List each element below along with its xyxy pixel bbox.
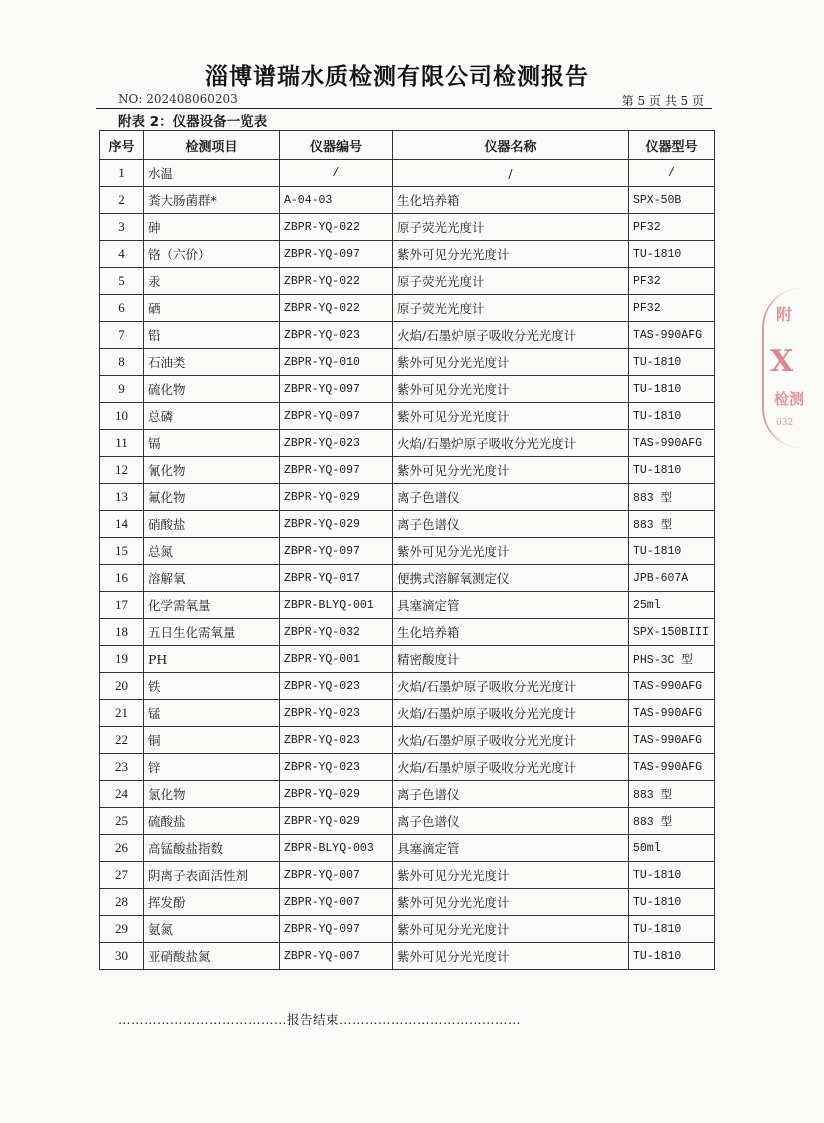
row-index: 23 — [100, 754, 144, 781]
stamp-text-top: 附 — [776, 305, 793, 324]
row-index: 25 — [100, 808, 144, 835]
table-body — [100, 160, 715, 970]
row-instrument-model: TU-1810 — [629, 889, 715, 916]
row-instrument-code: ZBPR-YQ-029 — [280, 781, 393, 808]
row-instrument-code: ZBPR-YQ-017 — [280, 565, 393, 592]
row-instrument-model: SPX-150BIII — [629, 619, 715, 646]
row-instrument-model: TAS-990AFG — [629, 700, 715, 727]
row-index: 6 — [100, 295, 144, 322]
row-instrument-model: TU-1810 — [629, 538, 715, 565]
row-index: 5 — [100, 268, 144, 295]
row-instrument-code: ZBPR-YQ-029 — [280, 511, 393, 538]
row-instrument-name: 离子色谱仪 — [393, 808, 629, 835]
instrument-table — [99, 130, 715, 970]
row-instrument-model: TAS-990AFG — [629, 322, 715, 349]
row-index: 30 — [100, 943, 144, 970]
table-row — [100, 403, 715, 430]
table-row — [100, 835, 715, 862]
report-end-line: …………………………………报告结束…………………………………… — [118, 1012, 522, 1027]
row-instrument-code: ZBPR-YQ-023 — [280, 700, 393, 727]
row-test-item: 氟化物 — [144, 484, 280, 511]
row-instrument-model: TU-1810 — [629, 943, 715, 970]
row-index: 24 — [100, 781, 144, 808]
table-row — [100, 889, 715, 916]
row-index: 3 — [100, 214, 144, 241]
row-test-item: 五日生化需氧量 — [144, 619, 280, 646]
column-header-name: 仪器名称 — [393, 131, 629, 160]
row-index: 26 — [100, 835, 144, 862]
row-instrument-name: 生化培养箱 — [393, 187, 629, 214]
row-instrument-name: 紫外可见分光光度计 — [393, 916, 629, 943]
row-instrument-code: ZBPR-YQ-097 — [280, 916, 393, 943]
row-index: 28 — [100, 889, 144, 916]
row-index: 21 — [100, 700, 144, 727]
row-instrument-name: 紫外可见分光光度计 — [393, 349, 629, 376]
row-instrument-model: JPB-607A — [629, 565, 715, 592]
row-test-item: 溶解氧 — [144, 565, 280, 592]
table-row — [100, 187, 715, 214]
row-test-item: 铜 — [144, 727, 280, 754]
report-header-line — [96, 92, 712, 109]
table-row — [100, 214, 715, 241]
row-instrument-name: 原子荧光光度计 — [393, 268, 629, 295]
row-instrument-code: ZBPR-YQ-097 — [280, 457, 393, 484]
section-title: 附表 2：仪器设备一览表 — [118, 114, 268, 130]
row-instrument-code: ZBPR-YQ-007 — [280, 943, 393, 970]
row-index: 4 — [100, 241, 144, 268]
row-test-item: PH — [144, 646, 280, 673]
row-instrument-code: ZBPR-YQ-023 — [280, 754, 393, 781]
table-row — [100, 646, 715, 673]
table-row — [100, 916, 715, 943]
row-instrument-model: PHS-3C 型 — [629, 646, 715, 673]
table-row — [100, 457, 715, 484]
row-instrument-code: ZBPR-YQ-023 — [280, 430, 393, 457]
row-instrument-name: 火焰/石墨炉原子吸收分光光度计 — [393, 727, 629, 754]
row-test-item: 汞 — [144, 268, 280, 295]
stamp-text-num: 032 — [776, 418, 794, 428]
row-instrument-model: TAS-990AFG — [629, 754, 715, 781]
row-instrument-name: 具塞滴定管 — [393, 835, 629, 862]
row-instrument-name: / — [393, 160, 629, 187]
column-header-model: 仪器型号 — [629, 131, 715, 160]
row-test-item: 硒 — [144, 295, 280, 322]
row-test-item: 砷 — [144, 214, 280, 241]
row-index: 14 — [100, 511, 144, 538]
row-instrument-code: ZBPR-YQ-097 — [280, 376, 393, 403]
row-instrument-name: 离子色谱仪 — [393, 511, 629, 538]
row-index: 7 — [100, 322, 144, 349]
table-row — [100, 808, 715, 835]
row-instrument-code: ZBPR-YQ-023 — [280, 322, 393, 349]
row-index: 10 — [100, 403, 144, 430]
row-instrument-code: ZBPR-YQ-001 — [280, 646, 393, 673]
row-instrument-code: ZBPR-YQ-023 — [280, 727, 393, 754]
table-row — [100, 673, 715, 700]
row-test-item: 水温 — [144, 160, 280, 187]
row-instrument-code: ZBPR-YQ-010 — [280, 349, 393, 376]
row-test-item: 挥发酚 — [144, 889, 280, 916]
row-index: 18 — [100, 619, 144, 646]
row-index: 19 — [100, 646, 144, 673]
row-index: 22 — [100, 727, 144, 754]
table-row — [100, 295, 715, 322]
row-index: 11 — [100, 430, 144, 457]
row-instrument-name: 火焰/石墨炉原子吸收分光光度计 — [393, 430, 629, 457]
row-instrument-model: 25ml — [629, 592, 715, 619]
row-test-item: 亚硝酸盐氮 — [144, 943, 280, 970]
row-instrument-model: TU-1810 — [629, 241, 715, 268]
column-header-code: 仪器编号 — [280, 131, 393, 160]
table-row — [100, 376, 715, 403]
row-instrument-name: 离子色谱仪 — [393, 781, 629, 808]
table-row — [100, 781, 715, 808]
row-instrument-model: SPX-50B — [629, 187, 715, 214]
row-instrument-model: PF32 — [629, 214, 715, 241]
page-indicator: 第 5 页 共 5 页 — [621, 94, 704, 108]
column-header-index: 序号 — [100, 131, 144, 160]
row-test-item: 锌 — [144, 754, 280, 781]
row-instrument-model: / — [629, 160, 715, 187]
row-instrument-model: 883 型 — [629, 808, 715, 835]
table-row — [100, 538, 715, 565]
row-test-item: 粪大肠菌群* — [144, 187, 280, 214]
row-test-item: 硫酸盐 — [144, 808, 280, 835]
row-test-item: 锰 — [144, 700, 280, 727]
stamp-text-mid: X — [770, 344, 794, 379]
row-instrument-code: ZBPR-YQ-007 — [280, 889, 393, 916]
row-instrument-name: 紫外可见分光光度计 — [393, 241, 629, 268]
table-row — [100, 349, 715, 376]
row-index: 9 — [100, 376, 144, 403]
row-instrument-model: TAS-990AFG — [629, 430, 715, 457]
table-row — [100, 754, 715, 781]
row-instrument-name: 紫外可见分光光度计 — [393, 403, 629, 430]
row-instrument-code: A-04-03 — [280, 187, 393, 214]
row-index: 15 — [100, 538, 144, 565]
row-instrument-name: 紫外可见分光光度计 — [393, 943, 629, 970]
row-instrument-code: ZBPR-YQ-029 — [280, 484, 393, 511]
row-test-item: 总磷 — [144, 403, 280, 430]
row-test-item: 铬（六价） — [144, 241, 280, 268]
row-index: 13 — [100, 484, 144, 511]
row-instrument-model: TU-1810 — [629, 376, 715, 403]
row-index: 17 — [100, 592, 144, 619]
row-instrument-name: 火焰/石墨炉原子吸收分光光度计 — [393, 322, 629, 349]
row-instrument-model: TAS-990AFG — [629, 727, 715, 754]
table-row — [100, 430, 715, 457]
row-instrument-name: 紫外可见分光光度计 — [393, 862, 629, 889]
table-row — [100, 160, 715, 187]
row-instrument-name: 精密酸度计 — [393, 646, 629, 673]
row-instrument-name: 紫外可见分光光度计 — [393, 889, 629, 916]
row-instrument-code: ZBPR-YQ-022 — [280, 295, 393, 322]
row-instrument-name: 原子荧光光度计 — [393, 214, 629, 241]
row-instrument-code: ZBPR-BLYQ-003 — [280, 835, 393, 862]
red-seal-stamp — [762, 288, 824, 448]
row-test-item: 氰化物 — [144, 457, 280, 484]
row-test-item: 氯化物 — [144, 781, 280, 808]
row-instrument-code: ZBPR-YQ-022 — [280, 214, 393, 241]
row-test-item: 化学需氧量 — [144, 592, 280, 619]
row-instrument-name: 紫外可见分光光度计 — [393, 538, 629, 565]
table-header-row — [100, 131, 715, 160]
table-row — [100, 565, 715, 592]
row-instrument-code: ZBPR-YQ-097 — [280, 538, 393, 565]
row-instrument-model: PF32 — [629, 268, 715, 295]
row-instrument-code: ZBPR-YQ-097 — [280, 241, 393, 268]
row-index: 8 — [100, 349, 144, 376]
row-instrument-model: PF32 — [629, 295, 715, 322]
table-row — [100, 727, 715, 754]
row-test-item: 阴离子表面活性剂 — [144, 862, 280, 889]
row-instrument-code: ZBPR-YQ-022 — [280, 268, 393, 295]
row-instrument-name: 火焰/石墨炉原子吸收分光光度计 — [393, 754, 629, 781]
row-instrument-model: 50ml — [629, 835, 715, 862]
row-index: 27 — [100, 862, 144, 889]
row-instrument-code: ZBPR-BLYQ-001 — [280, 592, 393, 619]
row-instrument-name: 离子色谱仪 — [393, 484, 629, 511]
row-index: 29 — [100, 916, 144, 943]
row-instrument-model: 883 型 — [629, 511, 715, 538]
row-instrument-name: 具塞滴定管 — [393, 592, 629, 619]
row-test-item: 氨氮 — [144, 916, 280, 943]
row-instrument-code: ZBPR-YQ-007 — [280, 862, 393, 889]
row-index: 20 — [100, 673, 144, 700]
row-instrument-name: 紫外可见分光光度计 — [393, 376, 629, 403]
row-instrument-name: 生化培养箱 — [393, 619, 629, 646]
row-instrument-code: / — [280, 160, 393, 187]
report-number: NO: 202408060203 — [118, 92, 238, 106]
column-header-item: 检测项目 — [144, 131, 280, 160]
row-instrument-code: ZBPR-YQ-023 — [280, 673, 393, 700]
row-test-item: 硝酸盐 — [144, 511, 280, 538]
row-instrument-model: TU-1810 — [629, 862, 715, 889]
row-instrument-code: ZBPR-YQ-032 — [280, 619, 393, 646]
row-instrument-code: ZBPR-YQ-029 — [280, 808, 393, 835]
row-test-item: 总氮 — [144, 538, 280, 565]
row-test-item: 铅 — [144, 322, 280, 349]
table-row — [100, 943, 715, 970]
report-title: 淄博谱瑞水质检测有限公司检测报告 — [205, 64, 589, 90]
row-instrument-model: 883 型 — [629, 781, 715, 808]
table-row — [100, 592, 715, 619]
row-instrument-name: 原子荧光光度计 — [393, 295, 629, 322]
row-instrument-name: 火焰/石墨炉原子吸收分光光度计 — [393, 673, 629, 700]
row-instrument-name: 火焰/石墨炉原子吸收分光光度计 — [393, 700, 629, 727]
row-test-item: 石油类 — [144, 349, 280, 376]
stamp-text-low: 检测 — [774, 390, 805, 408]
row-test-item: 铁 — [144, 673, 280, 700]
row-instrument-model: 883 型 — [629, 484, 715, 511]
row-test-item: 高锰酸盐指数 — [144, 835, 280, 862]
row-instrument-model: TU-1810 — [629, 457, 715, 484]
row-index: 12 — [100, 457, 144, 484]
row-instrument-model: TU-1810 — [629, 403, 715, 430]
row-instrument-code: ZBPR-YQ-097 — [280, 403, 393, 430]
row-instrument-name: 便携式溶解氧测定仪 — [393, 565, 629, 592]
table-row — [100, 700, 715, 727]
row-test-item: 硫化物 — [144, 376, 280, 403]
table-row — [100, 322, 715, 349]
row-test-item: 镉 — [144, 430, 280, 457]
table-row — [100, 241, 715, 268]
row-instrument-model: TU-1810 — [629, 916, 715, 943]
row-instrument-name: 紫外可见分光光度计 — [393, 457, 629, 484]
table-row — [100, 619, 715, 646]
row-instrument-model: TU-1810 — [629, 349, 715, 376]
table-row — [100, 511, 715, 538]
table-row — [100, 484, 715, 511]
row-index: 1 — [100, 160, 144, 187]
table-row — [100, 268, 715, 295]
row-index: 2 — [100, 187, 144, 214]
table-row — [100, 862, 715, 889]
row-instrument-model: TAS-990AFG — [629, 673, 715, 700]
row-index: 16 — [100, 565, 144, 592]
